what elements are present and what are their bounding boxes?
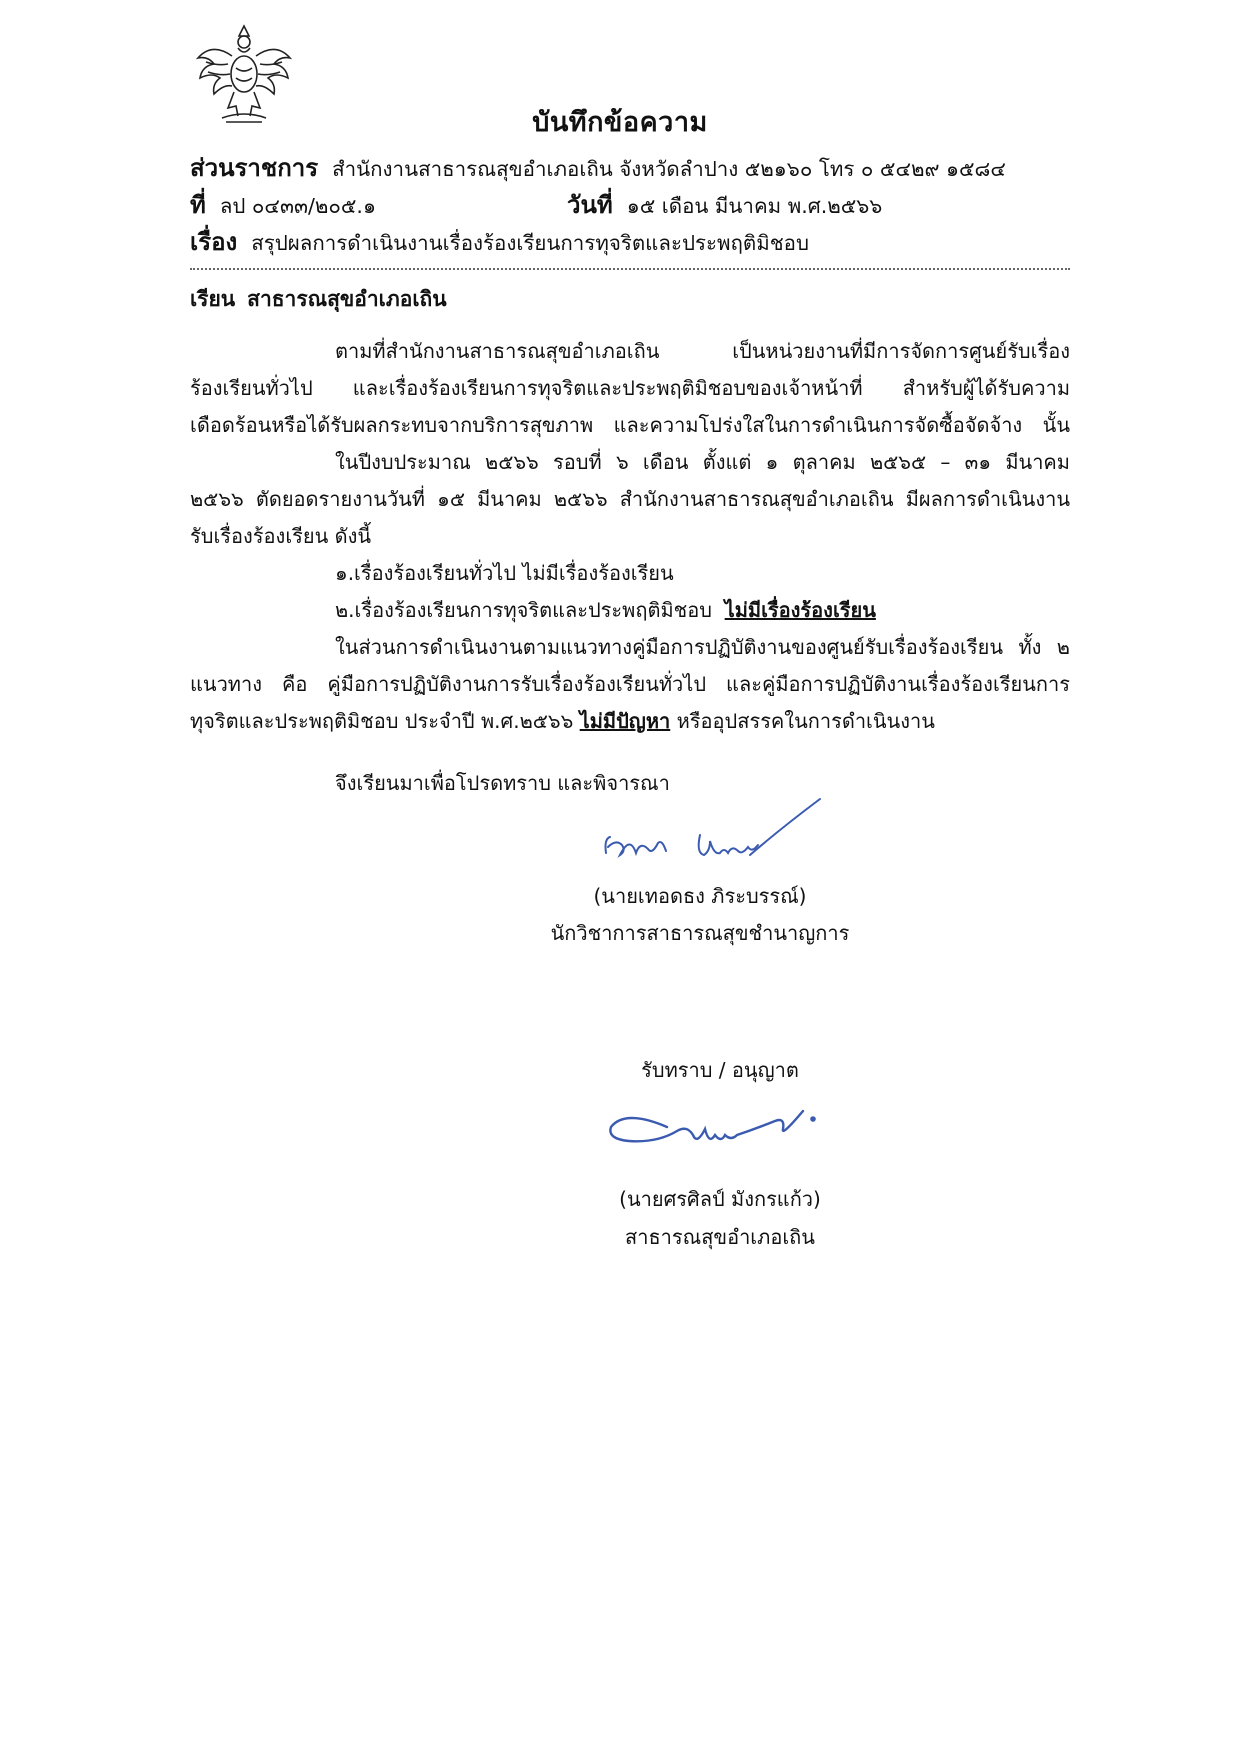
ref-row — [190, 185, 376, 224]
memo-title: บันทึกข้อความ — [532, 107, 708, 138]
to-value: สาธารณสุขอำเภอเถิน — [247, 287, 447, 311]
para3-line1: ในส่วนการดำเนินงานตามแนวทางคู่มือการปฏิบัติงานของศูนย์รับเรื่องร้องเรียน ทั้ง ๒ — [335, 635, 1070, 659]
signer2-name: (นายศรศิลป์ มังกรแก้ว) — [619, 1187, 821, 1211]
signer1-name: (นายเทอดธง ภิระบรรณ์) — [593, 884, 807, 908]
approval-label: รับทราบ / อนุญาต — [641, 1058, 799, 1082]
para3-line2: แนวทาง คือ คู่มือการปฏิบัติงานการรับเรื่องร้องเรียนทั่วไป และคู่มือการปฏิบัติงานเรื่องร้องเรียนการ — [190, 672, 1070, 696]
subject-value: สรุปผลการดำเนินงานเรื่องร้องเรียนการทุจริตและประพฤติมิชอบ — [251, 231, 809, 255]
list-item-1: ๑.เรื่องร้องเรียนทั่วไป ไม่มีเรื่องร้องเรียน — [335, 561, 674, 585]
para1-line3: เดือดร้อนหรือได้รับผลกระทบจากบริการสุขภาพ และความโปร่งใสในการดำเนินการจัดซื้อจัดจ้าง นั้น — [190, 413, 1070, 437]
header-divider — [190, 268, 1070, 270]
to-row — [190, 283, 447, 316]
to-label: เรียน — [190, 287, 236, 311]
para3-emphasis: ไม่มีปัญหา — [579, 709, 671, 733]
ref-value: ลป ๐๔๓๓/๒๐๕.๑ — [219, 194, 376, 218]
agency-row — [190, 148, 1006, 187]
closing-line: จึงเรียนมาเพื่อโปรดทราบ และพิจารณา — [335, 771, 670, 795]
para3-line3 — [190, 703, 1070, 740]
date-row — [567, 185, 882, 224]
signer2-position: สาธารณสุขอำเภอเถิน — [625, 1225, 815, 1249]
para3-line3-end: หรืออุปสรรคในการดำเนินงาน — [676, 709, 935, 733]
ref-label: ที่ — [190, 191, 206, 219]
para2-line3: รับเรื่องร้องเรียน ดังนี้ — [190, 524, 372, 548]
para1-line1: ตามที่สำนักงานสาธารณสุขอำเภอเถิน เป็นหน่วยงานที่มีการจัดการศูนย์รับเรื่อง — [335, 339, 1070, 363]
para1-line2: ร้องเรียนทั่วไป และเรื่องร้องเรียนการทุจริตและประพฤติมิชอบของเจ้าหน้าที่ สำหรับผู้ได้รับความ — [190, 376, 1070, 400]
subject-row — [190, 222, 809, 261]
agency-value: สำนักงานสาธารณสุขอำเภอเถิน จังหวัดลำปาง ๕๒๑๖๐ โทร ๐ ๕๔๒๙ ๑๕๘๔ — [332, 157, 1006, 181]
list-item-2-text: ๒.เรื่องร้องเรียนการทุจริตและประพฤติมิชอบ — [335, 598, 712, 622]
para3-line3-start: ทุจริตและประพฤติมิชอบ ประจำปี พ.ศ.๒๕๖๖ — [190, 709, 574, 733]
signature-2-icon — [605, 1105, 835, 1175]
signature-1-icon — [600, 795, 840, 875]
list-item-2-emphasis: ไม่มีเรื่องร้องเรียน — [724, 598, 876, 622]
signer1-position: นักวิชาการสาธารณสุขชำนาญการ — [550, 921, 850, 945]
agency-label: ส่วนราชการ — [190, 154, 319, 182]
memo-body — [190, 333, 1070, 740]
list-item-2 — [190, 592, 1070, 629]
subject-label: เรื่อง — [190, 228, 238, 256]
date-value: ๑๕ เดือน มีนาคม พ.ศ.๒๕๖๖ — [626, 194, 883, 218]
para2-line2: ๒๕๖๖ ตัดยอดรายงานวันที่ ๑๕ มีนาคม ๒๕๖๖ สำนักงานสาธารณสุขอำเภอเถิน มีผลการดำเนินงาน — [190, 487, 1070, 511]
para2-line1: ในปีงบประมาณ ๒๕๖๖ รอบที่ ๖ เดือน ตั้งแต่ ๑ ตุลาคม ๒๕๖๕ – ๓๑ มีนาคม — [335, 450, 1070, 474]
date-label: วันที่ — [567, 191, 613, 219]
